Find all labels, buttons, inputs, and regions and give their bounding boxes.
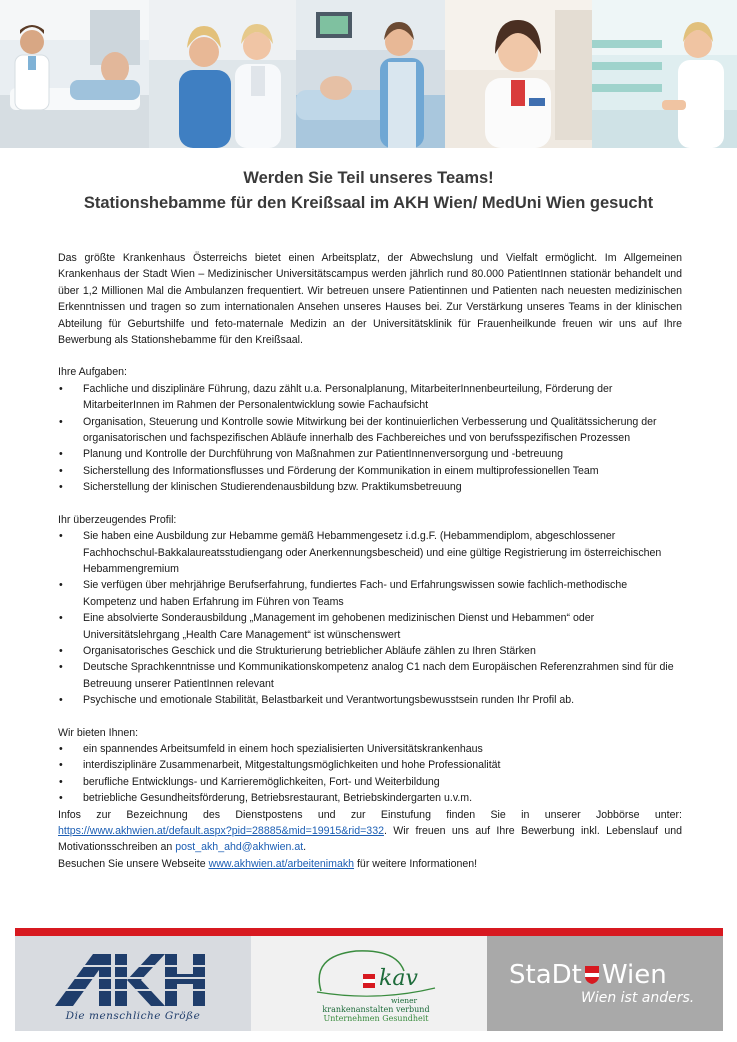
list-item: • betriebliche Gesundheitsförderung, Betriebsrestaurant, Betriebskindergarten u.v.m. [58, 790, 682, 806]
list-item: • Organisatorisches Geschick und die Strukturierung betrieblicher Abläufe zählen zu Ihren Stärken [58, 643, 682, 659]
list-item: • Fachliche und disziplinäre Führung, dazu zählt u.a. Personalplanung, MitarbeiterInnenbeurteilung, Förderung der MitarbeiterInnen im Rahmen der Personalentwicklung sowie Fachaufsicht [58, 381, 682, 414]
profile-list [58, 528, 682, 708]
stadt-wien-wordmark [509, 960, 667, 990]
closing-paragraph [58, 807, 682, 856]
list-item: • Deutsche Sprachkenntnisse und Kommunikationskompetenz analog C1 nach dem Europäischen Referenzrahmen sind für die Betreuung unserer PatientInnen relevant [58, 659, 682, 692]
akh-slogan: Die menschliche Größe [65, 1010, 201, 1022]
list-item: • Planung und Kontrolle der Durchführung von Maßnahmen zur PatientInnenversorgung und -betreuung [58, 446, 682, 462]
job-description [58, 250, 682, 872]
list-item: • Sicherstellung der klinischen Studierendenausbildung bzw. Praktikumsbetreuung [58, 479, 682, 495]
intro-paragraph: Das größte Krankenhaus Österreichs bietet einen Arbeitsplatz, der Abwechslung und Vielfalt ermöglicht. Im Allgemeinen Krankenhaus der Stadt Wien – Medizinischer Universitätscampus werden jährlich rund 80.000 PatientInnen stationär behandelt und über 1,2 Millionen Mal die Ambulanzen frequentiert. Wir betreuen unsere Patientinnen und Patienten nach neuesten medizinischen Erkenntnissen und tragen so zum internationalen Ansehen unseres Hauses bei. Zur Verstärkung unseres Teams in der klinischen Abteilung für Geburtshilfe und feto-maternale Medizin an der Universitätsklinik für Frauenheilkunde freuen wir uns auf Ihre Bewerbung als Stationshebamme für den Kreißsaal. [58, 252, 682, 347]
list-item: • berufliche Entwicklungs- und Karrieremöglichkeiten, Fort- und Weiterbildung [58, 774, 682, 790]
tasks-heading: Ihre Aufgaben: [58, 366, 127, 379]
visit-text: Besuchen Sie unsere Webseite [58, 857, 206, 870]
profile-heading: Ihr überzeugendes Profil: [58, 513, 177, 526]
title-block [0, 166, 737, 216]
offer-heading: Wir bieten Ihnen: [58, 726, 139, 739]
footer-logos [15, 936, 723, 1031]
list-item: • interdisziplinäre Zusammenarbeit, Mitgestaltungsmöglichkeiten und hohe Professionalität [58, 757, 682, 773]
email-after-text: . [303, 841, 307, 854]
jobs-link[interactable]: https://www.akhwien.at/default.aspx?pid=28885&mid=19915&rid=332 [58, 825, 384, 837]
wien-slogan: Wien ist anders. [581, 990, 695, 1006]
wien-shield-icon [584, 965, 600, 985]
tasks-list [58, 381, 682, 496]
offer-list [58, 741, 682, 807]
footer-red-line [15, 928, 723, 936]
site-after-text: für weitere Informationen! [356, 857, 478, 870]
list-item: • Sie haben eine Ausbildung zur Hebamme gemäß Hebammengesetz i.d.g.F. (Hebammendiplom, abgeschlossener Fachhochschul-Bakkalaureatsstudiengang oder Anerkennungsbescheid) und eine gültige Registrierung im österreichischen Hebammengremium [58, 528, 682, 577]
email-link[interactable]: post_akh_ahd@akhwien.at [175, 841, 304, 854]
page-title-line2: Stationshebamme für den Kreißsaal im AKH Wien/ MedUni Wien gesucht [83, 194, 654, 212]
stadt-text: StaDt [509, 960, 582, 990]
kav-wordmark: kav [379, 966, 418, 991]
list-item: • Sie verfügen über mehrjährige Berufserfahrung, fundiertes Fach- und Erfahrungswissen sowie fachlich-methodische Kompetenz und haben Erfahrung im Führen von Teams [58, 577, 682, 610]
kav-logo [251, 936, 487, 1031]
website-paragraph [58, 856, 682, 872]
page-title-line1: Werden Sie Teil unseres Teams! [243, 169, 494, 187]
nurse-bedside-photo [296, 0, 445, 148]
kav-line1: wiener [391, 996, 418, 1005]
nurses-photo [149, 0, 296, 148]
list-item: • Psychische und emotionale Stabilität, Belastbarkeit und Verantwortungsbewusstsein runden Ihr Profil ab. [58, 692, 682, 708]
midwife-portrait-photo [445, 0, 592, 148]
website-link[interactable]: www.akhwien.at/arbeitenimakh [208, 857, 355, 870]
list-item: • Organisation, Steuerung und Kontrolle sowie Mitwirkung bei der kontinuierlichen Verbesserung und Qualitätssicherung der organisatorischen und fachspezifischen Abläufe innerhalb des Fachbereiches und von berufsspezifischen Prozessen [58, 414, 682, 447]
infos-text: Infos zur Bezeichnung des Dienstpostens und zur Einstufung finden Sie in unserer Jobbörse unter: [58, 808, 682, 821]
stadt-wien-logo [487, 936, 723, 1031]
kav-line3: Unternehmen Gesundheit [323, 1014, 429, 1023]
kav-line2: krankenanstalten verbund [322, 1005, 430, 1014]
list-item: • ein spannendes Arbeitsumfeld in einem hoch spezialisierten Universitätskrankenhaus [58, 741, 682, 757]
doctor-with-patient-photo [0, 0, 149, 148]
list-item: • Eine absolvierte Sonderausbildung „Management im gehobenen medizinischen Dienst und Hebammen“ oder Universitätslehrgang „Health Care Management“ ist wünschenswert [58, 610, 682, 643]
after-link-text: . Wir freuen uns auf Ihre Bewerbung inkl. Lebenslauf und Motivationsschreiben an [58, 825, 682, 854]
list-item: • Sicherstellung des Informationsflusses und Förderung der Kommunikation in einem multiprofessionellen Team [58, 463, 682, 479]
lab-worker-photo [592, 0, 737, 148]
akh-logo [15, 936, 251, 1031]
wien-text: Wien [601, 960, 667, 990]
header-photo-banner [0, 0, 737, 148]
